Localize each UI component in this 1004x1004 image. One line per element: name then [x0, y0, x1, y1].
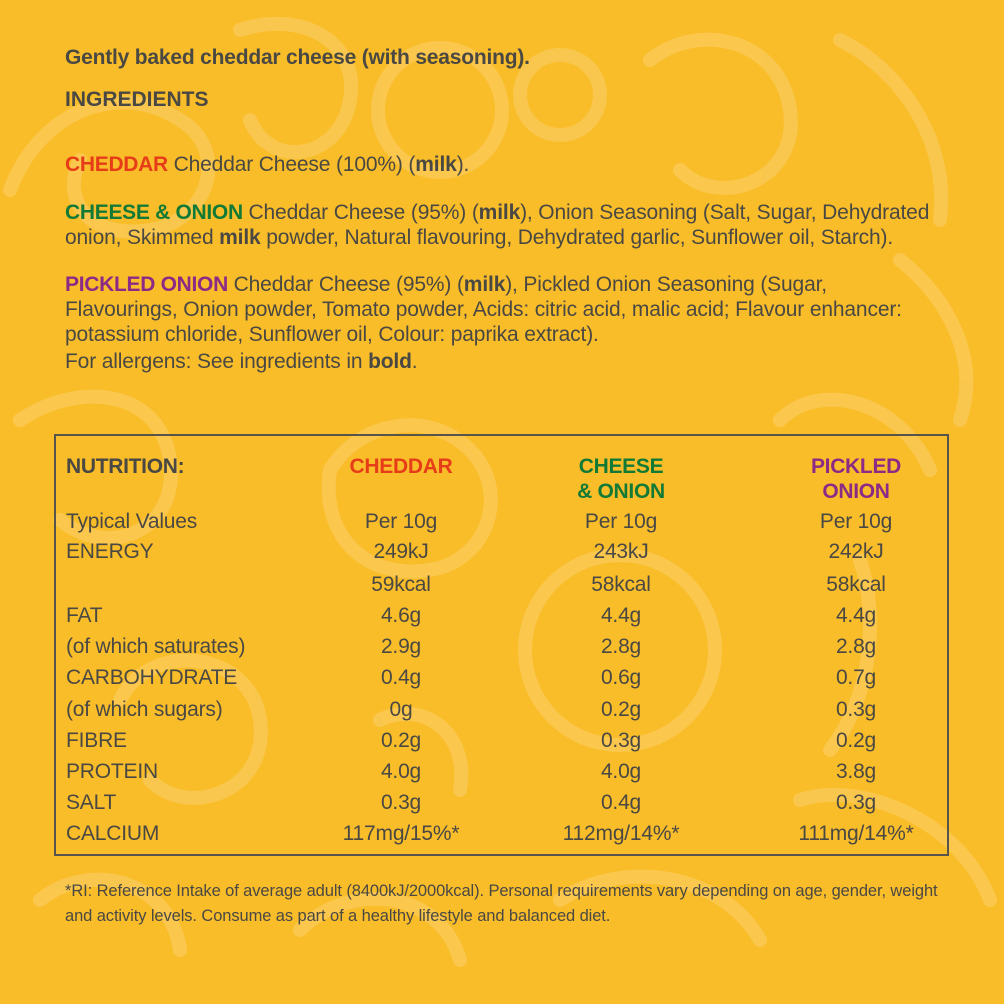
table-row: SALT 0.3g 0.4g 0.3g: [66, 791, 877, 814]
flavor-cheese-onion-ingredients: CHEESE & ONION Cheddar Cheese (95%) (milk), Onion Seasoning (Salt, Sugar, Dehydrated onion, Skimmed milk powder, Natural flavouring, Dehydrated garlic, Sunflower oil, Starch).: [65, 201, 930, 249]
nutrition-table: [54, 434, 949, 856]
table-row: Typical Values Per 10g Per 10g Per 10g: [66, 510, 893, 533]
flavor-name-pickled-onion: PICKLED ONION: [65, 273, 228, 296]
nutrition-heading: NUTRITION:: [66, 455, 185, 478]
column-header-pickled-onion: PICKLED ONION: [810, 455, 902, 503]
table-row: (of which saturates) 2.9g 2.8g 2.8g: [66, 635, 877, 658]
product-description: Gently baked cheddar cheese (with seasoning).: [65, 46, 530, 69]
flavor-name-cheddar: CHEDDAR: [65, 153, 168, 176]
table-row: PROTEIN 4.0g 4.0g 3.8g: [66, 760, 877, 783]
table-row: FIBRE 0.2g 0.3g 0.2g: [66, 729, 877, 752]
table-row: CALCIUM 117mg/15%* 112mg/14%* 111mg/14%*: [66, 822, 914, 845]
ingredients-heading: INGREDIENTS: [65, 88, 209, 111]
flavor-name-cheese-onion: CHEESE & ONION: [65, 201, 243, 224]
table-row: CARBOHYDRATE 0.4g 0.6g 0.7g: [66, 666, 877, 689]
table-row: FAT 4.6g 4.4g 4.4g: [66, 604, 877, 627]
flavor-pickled-onion-ingredients: PICKLED ONION Cheddar Cheese (95%) (milk), Pickled Onion Seasoning (Sugar, Flavourings, Onion powder, Tomato powder, Acids: citric acid, malic acid; Flavour enhancer: potassium chloride, Sunflower oil, Colour: paprika extract).: [65, 273, 902, 346]
reference-intake-footnote: *RI: Reference Intake of average adult (8400kJ/2000kcal). Personal requirements vary depending on age, gender, weight and activity levels. Consume as part of a healthy lifestyle and balanced diet.: [65, 882, 938, 925]
table-row: 59kcal 58kcal 58kcal: [371, 573, 886, 596]
allergen-note: For allergens: See ingredients in bold.: [65, 350, 418, 373]
flavor-cheddar-ingredients: CHEDDAR Cheddar Cheese (100%) (milk).: [65, 153, 470, 176]
column-header-cheddar: CHEDDAR: [349, 455, 453, 478]
table-row: ENERGY 249kJ 243kJ 242kJ: [66, 540, 884, 563]
table-row: (of which sugars) 0g 0.2g 0.3g: [66, 698, 877, 721]
column-header-cheese-onion: CHEESE & ONION: [577, 455, 665, 503]
